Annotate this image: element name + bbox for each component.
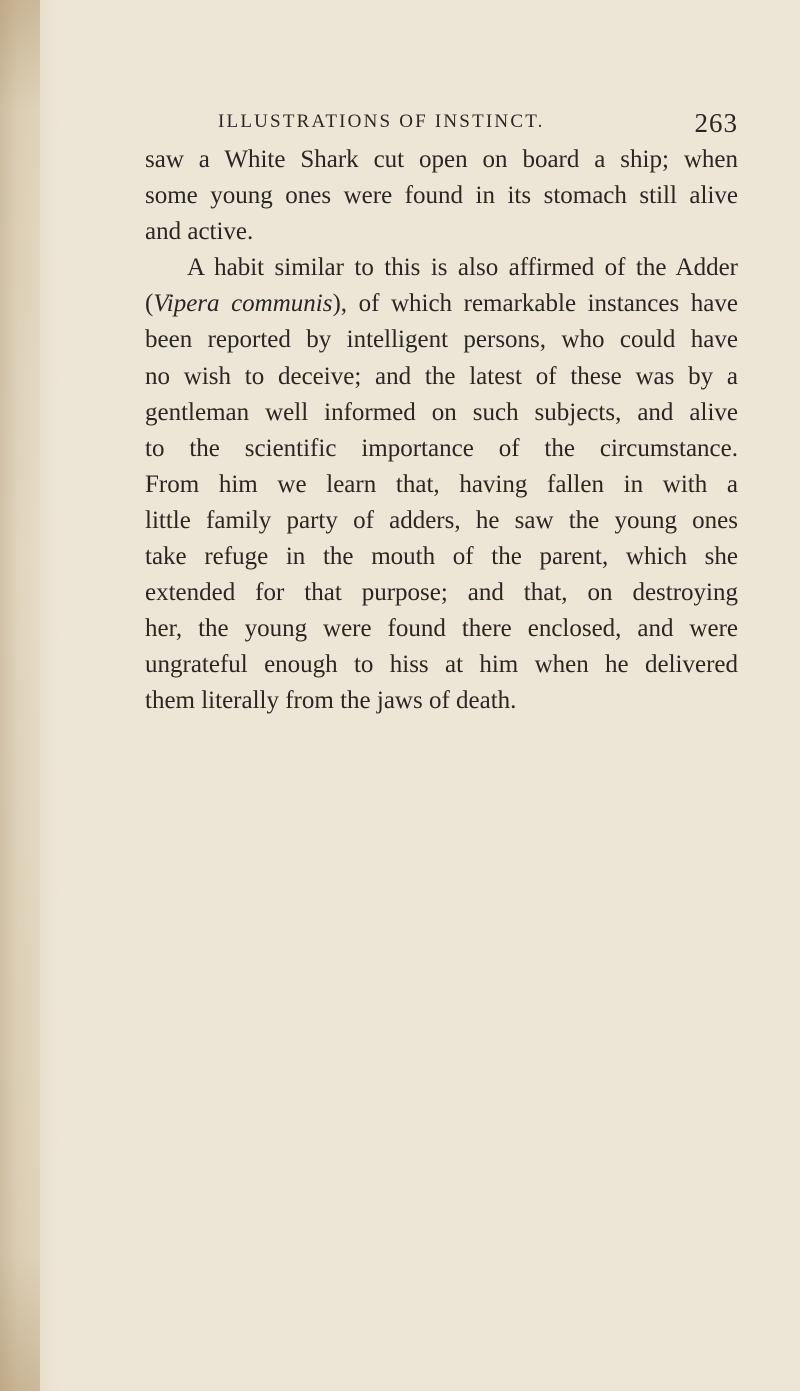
text-line: been reported by intelligent persons, who could have [145, 326, 738, 354]
running-title: ILLUSTRATIONS OF INSTINCT. [218, 111, 545, 132]
text-line: gentleman well informed on such subjects, and alive [145, 398, 738, 426]
text-line: little family party of adders, he saw the young ones [145, 506, 738, 534]
text-line: take refuge in the mouth of the parent, which she [145, 543, 738, 571]
text-line: no wish to deceive; and the latest of these was by a [145, 362, 738, 390]
body-text [145, 142, 738, 720]
text-line: ungrateful enough to hiss at him when he delivered [145, 651, 738, 679]
running-head [218, 108, 738, 138]
species-name: Vipera communis [153, 290, 333, 318]
page-number: 263 [694, 108, 738, 138]
paragraph-first-line: A habit similar to this is also affirmed of the Adder [187, 254, 738, 282]
text-line: some young ones were found in its stomach still alive [145, 182, 738, 210]
text-line: them literally from the jaws of death. [145, 687, 517, 715]
text-line: to the scientific importance of the circumstance. [145, 434, 738, 462]
text-line: (Vipera communis), of which remarkable instances have [145, 290, 738, 318]
text-line: saw a White Shark cut open on board a ship; when [145, 146, 738, 173]
text-line: and active. [145, 218, 254, 246]
text-line: extended for that purpose; and that, on destroying [145, 579, 738, 607]
page-edge-stain [0, 0, 40, 1391]
text-line: her, the young were found there enclosed, and were [145, 615, 738, 643]
text-line: From him we learn that, having fallen in with a [145, 470, 738, 498]
